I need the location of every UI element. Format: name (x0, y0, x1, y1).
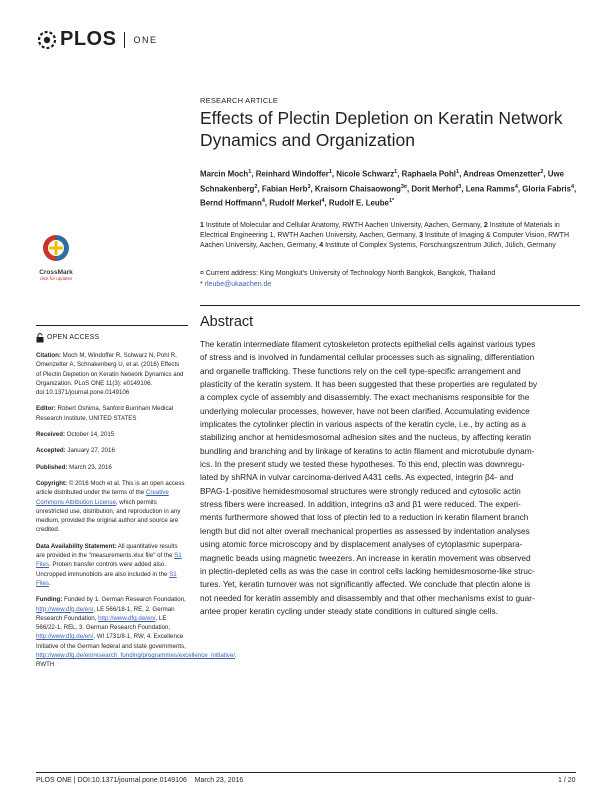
copyright-text-post: , which permits unrestricted use, distribution, and reproduction in any medium, provided the original author and source are credited. (36, 498, 181, 534)
author-affiliation-marker: 2 (254, 183, 258, 190)
abstract-line: ics. In the present study we tested these hypotheses. To this end, plectin was downregu- (200, 459, 525, 470)
published-date: March 23, 2016 (69, 463, 112, 471)
logo-divider (124, 32, 125, 48)
editor-text: Robert Oshima, Sanford Burnham Medical Research Institute, UNITED STATES (36, 405, 174, 422)
open-lock-icon (36, 333, 44, 343)
abstract-line: BPAG-1-positive hemidesmosomal structures were strongly reduced and cytosolic actin (200, 485, 521, 496)
abstract-line: plasticity of the keratin system. It has been suggested that these properties are regulated by (200, 379, 538, 390)
citation-text: Moch M, Windoffer R, Schwarz N, Pohl R, Omenzetter A, Schnakenberg U, et al. (2016) Effects of Plectin Depletion on Keratin Network Dynamics and Organization. PLoS ONE 11(3): e0149106. doi:10.1371/journal.pone.0149106 (36, 352, 184, 397)
citation-label: Citation: (36, 352, 61, 359)
author-name: Reinhard Windoffer (255, 169, 329, 179)
affiliation-text: Institute of Imaging & Computer Vision, RWTH Aachen University, Aachen, Germany, (200, 232, 569, 249)
data-availability-pre: All quantitative results are provided in the "measurements.xlsx file" of the (36, 542, 178, 560)
abstract-line: tures. Yet, keratin turnover was not significantly affected. We conclude that plectin alone is (200, 579, 531, 590)
author-name: Kraisorn Chaisaowong (314, 184, 401, 194)
author-name: Raphaela Pohl (401, 169, 456, 179)
author-affiliation-marker: 3¤ (400, 183, 407, 190)
sidebar-divider (36, 325, 188, 326)
author-affiliation-marker: 1* (388, 198, 395, 205)
accepted-block (36, 446, 186, 455)
footer-divider (36, 772, 576, 773)
author-name: Rudolf Merkel (269, 198, 322, 208)
s1-files-link[interactable]: S1 Files (36, 552, 182, 569)
affiliation-text: Institute of Materials in Electrical Engineering 1, RWTH Aachen University, Aachen, Germany, (200, 222, 560, 239)
dfg-link-1[interactable]: http://www.dfg.de/en/ (36, 605, 94, 613)
received-block (36, 430, 186, 439)
crossmark-sub: click for updates (39, 276, 73, 281)
article-type: RESEARCH ARTICLE (200, 96, 279, 105)
accepted-date: January 27, 2016 (67, 447, 115, 455)
abstract-line: length but did not alter overall mechanical properties as assessed by indentation analyses (200, 525, 530, 536)
license-link[interactable]: Creative Commons Attribution License (36, 489, 169, 506)
abstract-line: a complex cycle of assembly and disassembly. The exact mechanisms responsible for the (200, 392, 530, 403)
abstract-heading: Abstract (200, 314, 254, 330)
author-name: Gloria Fabris (522, 184, 571, 194)
author-list: Marcin Moch$^1$, Reinhard Windoffer$^1$, Nicole Schwarz$^1$, Raphaela Pohl$^1$, Andreas Omenzetter$^2$, Uwe Schnakenberg$^2$, Fabian Herb$^3$, Kraisorn Chaisaowong$^{3¤}$, Dorit Merhof$^3$, Lena Ramms$^4$, Gloria Fabris$^4$, Bernd Hoffmann$^4$, Rudolf Merkel$^4$, Rudolf E. Leube$^{1*}$ (200, 169, 577, 208)
author-affiliation-marker: 1 (328, 169, 332, 175)
author-name: Marcin Moch (200, 169, 249, 179)
plos-one-logo[interactable] (36, 28, 157, 51)
author-affiliation-marker: 4 (261, 198, 265, 205)
s1-files-link-2[interactable]: S1 Files (36, 570, 177, 587)
author-name: Nicole Schwarz (336, 169, 395, 179)
article-title: Effects of Plectin Depletion on Keratin Network Dynamics and Organization (200, 108, 563, 150)
article-sidebar (36, 333, 237, 677)
editor-block (36, 404, 186, 423)
abstract-divider (200, 305, 580, 306)
data-availability-label: Data Availability Statement: (36, 542, 117, 550)
author-affiliation-marker: 3 (458, 183, 462, 190)
dfg-link-2[interactable]: http://www.dfg.de/en/ (98, 614, 156, 622)
author-name: Fabian Herb (261, 184, 308, 194)
footer-citation: PLOS ONE | DOI:10.1371/journal.pone.0149106 March 23, 2016 (36, 777, 244, 784)
crossmark-icon (41, 233, 71, 263)
received-date: October 14, 2015 (66, 431, 115, 439)
abstract-line: using atomic force microscopy and by displacement analyses of cytoplasmic superpara- (200, 539, 523, 550)
published-label: Published: (36, 463, 68, 471)
abstract-line: antee proper keratin cycling under steady state conditions in cultured single cells. (200, 605, 498, 616)
funding-label: Funding: (36, 596, 63, 604)
email-link[interactable]: rleube@ukaachen.de (204, 281, 272, 288)
funding-text-2: , LE 566/18-1, RE, 2. German Research Foundation, (36, 605, 175, 622)
data-availability-post: . (48, 579, 51, 587)
affiliation-text: Institute of Molecular and Cellular Anatomy, RWTH Aachen University, Aachen, Germany, (205, 222, 482, 229)
abstract-line: The keratin intermediate filament cytoskeleton protects epithelial cells against various types (200, 339, 536, 349)
corresponding-email (200, 280, 271, 290)
author-affiliation-marker: 2 (540, 169, 544, 175)
author-affiliation-marker: 1 (248, 169, 252, 175)
funding-text-5: , RWTH (36, 652, 237, 669)
author-name: Lena Ramms (465, 184, 515, 194)
crossmark-badge[interactable] (36, 233, 76, 281)
affiliation-number: 3 (419, 232, 423, 239)
open-access-badge (36, 333, 186, 343)
abstract-line: underlying molecular processes, however, have not been clarified. Accumulating evidence (200, 405, 530, 416)
author-affiliation-marker: 1 (456, 169, 460, 175)
dfg-link-4[interactable]: http://www.dfg.de/en/research_funding/programmes/excellence_initiative/ (36, 652, 235, 660)
abstract-line: in plectin-depleted cells as was the case in control cells lacking hemidesmosome-like struc- (200, 565, 535, 576)
author-name: Rudolf E. Leube (328, 198, 389, 208)
affiliation-text: Institute of Complex Systems, Forschungszentrum Jülich, Jülich, Germany (325, 242, 556, 249)
abstract-line: bundling and branching and by linkage of keratins to actin filament and microtubule dynam- (200, 445, 535, 456)
abstract-line: ments furthermore showed that loss of plectin led to a reduction in keratin filament branch (200, 512, 529, 523)
funding-text-1: Funded by 1. German Research Foundation, (63, 596, 186, 604)
abstract-line: and organelle trafficking. These functions rely on the cell type-specific arrangement and (200, 365, 521, 376)
author-name: Dorit Merhof (411, 184, 459, 194)
open-access-label: OPEN ACCESS (47, 334, 100, 342)
data-availability-block (36, 542, 186, 588)
author-name: Andreas Omenzetter (463, 169, 541, 179)
author-affiliation-marker: 1 (394, 169, 398, 175)
author-affiliation-marker: 4 (514, 183, 518, 190)
author-affiliation-marker: 3 (307, 183, 311, 190)
brand-name: PLOS (60, 28, 117, 50)
copyright-text-pre: © 2016 Moch et al. This is an open access article distributed under the terms of the (36, 479, 185, 497)
citation-block (36, 351, 186, 397)
abstract-line: of stress and is involved in fundamental cellular processes such as signaling, differentiation (200, 352, 535, 363)
affiliation-number: 1 (200, 222, 204, 229)
abstract-line: magnetic beads using magnetic tweezers. An increase in keratin movement was observed (200, 552, 531, 563)
received-label: Received: (36, 431, 66, 439)
author-affiliation-marker: 4 (570, 183, 575, 190)
crossmark-label: CrossMark (39, 269, 73, 276)
data-availability-mid: . Protein transfer controls were added also. Uncropped immunoblots are also included in the (36, 561, 170, 578)
journal-name: ONE (133, 34, 158, 45)
abstract-line: stress fibers were increased. In addition, integrins α3 and β1 were reduced. The experi- (200, 499, 521, 510)
funding-text-3: , LE 566/22-1, REL, 3. German Research Foundation, (36, 614, 171, 632)
editor-label: Editor: (36, 405, 56, 413)
current-address: ¤ Current address: King Mongkut's University of Technology North Bangkok, Bangkok, Thailand (200, 270, 496, 277)
affiliation-number: 4 (319, 242, 324, 249)
funding-text-4: , WI 1731/8-1, RW, 4. Excellence Initiative of the German federal and state governments, (36, 633, 186, 650)
copyright-label: Copyright: (36, 479, 68, 487)
affiliations (200, 221, 576, 251)
plos-mark-icon (36, 29, 58, 51)
abstract-line: implicates the cytolinker plectin in various aspects of the keratin cycle, i.e., by acting as a (200, 419, 527, 430)
copyright-block (36, 479, 186, 535)
dfg-link-3[interactable]: http://www.dfg.de/en/ (36, 633, 94, 641)
abstract-line: not needed for keratin assembly and disassembly and that other mechanisms exist to guar- (200, 592, 535, 603)
published-block (36, 463, 186, 472)
accepted-label: Accepted: (36, 447, 66, 455)
abstract-line: stabilizing anchor at hemidesmosomal adhesion sites and the nucleus, by affecting keratin (200, 432, 531, 443)
funding-block (36, 595, 237, 669)
affiliation-number: 2 (483, 222, 488, 229)
email-prefix: * (200, 281, 205, 288)
author-affiliation-marker: 4 (321, 198, 325, 205)
abstract-body (200, 338, 580, 618)
author-name: Bernd Hoffmann (200, 198, 262, 208)
abstract-line: lated by shRNA in vulvar carcinoma-derived A431 cells. As expected, integrin β4- and (200, 472, 514, 483)
author-name: Uwe Schnakenberg (200, 169, 565, 194)
page-number: 1 / 20 (558, 777, 576, 784)
